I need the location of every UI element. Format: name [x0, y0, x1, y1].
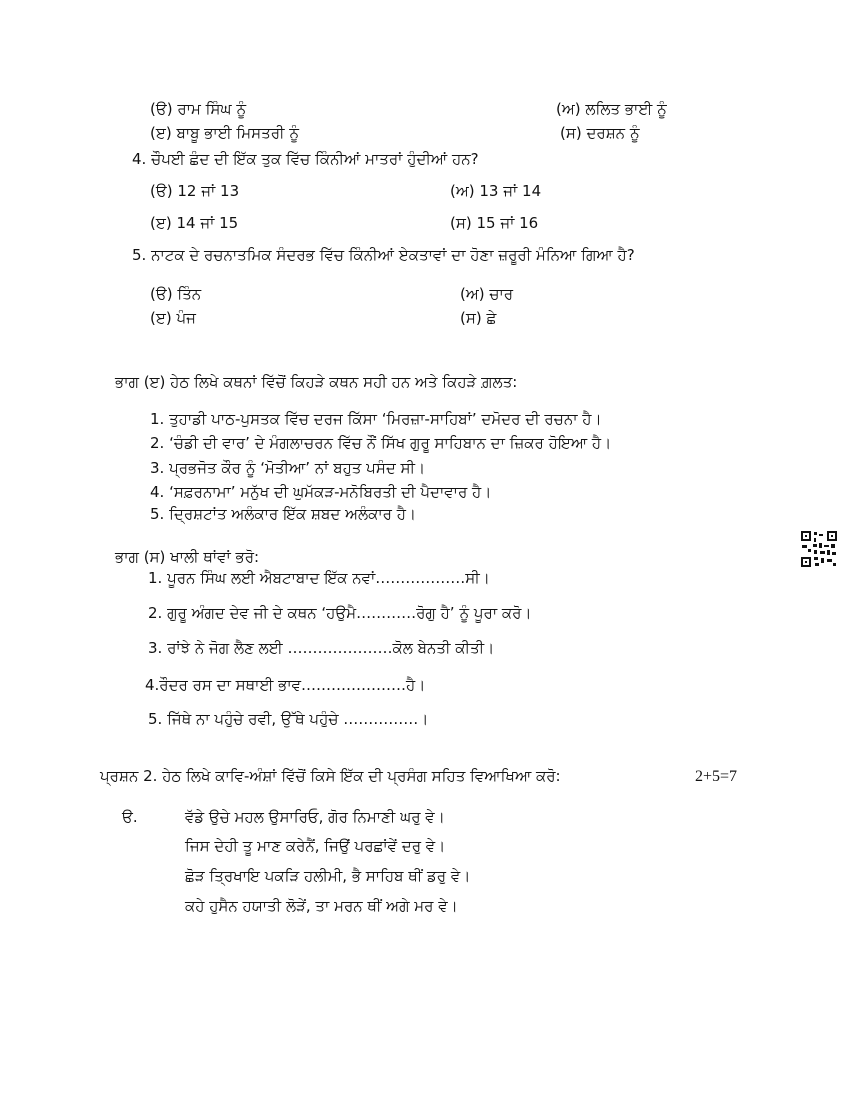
poem-line: ਜਿਸ ਦੇਹੀ ਤੂ ਮਾਣ ਕਰੇਨੈਂ, ਜਿਉਂ ਪਰਛਾਂਵੇਂ ਦਰੁ ਵੇ। — [185, 837, 446, 855]
poem-label: ੳ. — [122, 808, 138, 826]
section-heading: ਭਾਗ (ੲ) ਹੇਠ ਲਿਖੇ ਕਥਨਾਂ ਵਿੱਚੋਂ ਕਿਹੜੇ ਕਥਨ ਸਹੀ ਹਨ ਅਤੇ ਕਿਹੜੇ ਗ਼ਲਤ: — [115, 373, 518, 391]
list-item: 4. ‘ਸਫ਼ਰਨਾਮਾ’ ਮਨੁੱਖ ਦੀ ਘੁਮੱਕੜ-ਮਨੋਬਿਰਤੀ ਦੀ ਪੈਦਾਵਾਰ ਹੈ। — [150, 483, 492, 501]
option-d: (ਸ) ਦਰਸ਼ਨ ਨੂੰ — [560, 124, 640, 142]
option-a: (ੳ) ਰਾਮ ਸਿੰਘ ਨੂੰ — [150, 100, 247, 118]
option-c: (ੲ) ਬਾਬੂ ਭਾਈ ਮਿਸਤਰੀ ਨੂੰ — [150, 124, 300, 142]
option-d: (ਸ) ਛੇ — [460, 309, 497, 327]
option-b: (ਅ) 13 ਜਾਂ 14 — [450, 182, 542, 200]
list-item: 2. ਗੁਰੂ ਅੰਗਦ ਦੇਵ ਜੀ ਦੇ ਕਥਨ ‘ਹਉਮੈ…………ਰੋਗੁ ਹੈ’ ਨੂੰ ਪੂਰਾ ਕਰੋ। — [148, 604, 532, 622]
poem-line: ਛੋੜ ਤ੍ਰਿਖਾਇ ਪਕੜਿ ਹਲੀਮੀ, ਭੈ ਸਾਹਿਬ ਥੀਂ ਡਰੁ ਵੇ। — [185, 867, 471, 885]
list-item: 2. ‘ਚੰਡੀ ਦੀ ਵਾਰ’ ਦੇ ਮੰਗਲਾਚਰਨ ਵਿੱਚ ਨੌਂ ਸਿੱਖ ਗੁਰੂ ਸਾਹਿਬਾਨ ਦਾ ਜ਼ਿਕਰ ਹੋਇਆ ਹੈ। — [150, 434, 612, 452]
list-item: 5. ਜਿੱਥੇ ਨਾ ਪਹੁੰਚੇ ਰਵੀ, ਉੱਥੇ ਪਹੁੰਚੇ ……………। — [148, 710, 429, 728]
option-b: (ਅ) ਲਲਿਤ ਭਾਈ ਨੂੰ — [556, 100, 667, 118]
question-text: 4. ਚੌਪਈ ਛੰਦ ਦੀ ਇੱਕ ਤੁਕ ਵਿੱਚ ਕਿੰਨੀਆਂ ਮਾਤਰਾਂ ਹੁੰਦੀਆਂ ਹਨ? — [132, 150, 479, 168]
qr-code-icon — [800, 530, 838, 568]
option-c: (ੲ) ਪੰਜ — [150, 309, 196, 327]
poem-line: ਕਹੇ ਹੁਸੈਨ ਹਯਾਤੀ ਲੋੜੇਂ, ਤਾ ਮਰਨ ਥੀਂ ਅਗੇ ਮਰ ਵੇ। — [185, 897, 458, 915]
option-a: (ੳ) 12 ਜਾਂ 13 — [150, 182, 240, 200]
option-b: (ਅ) ਚਾਰ — [460, 285, 514, 303]
question-text: 5. ਨਾਟਕ ਦੇ ਰਚਨਾਤਮਿਕ ਸੰਦਰਭ ਵਿੱਚ ਕਿੰਨੀਆਂ ਏਕਤਾਵਾਂ ਦਾ ਹੋਣਾ ਜ਼ਰੂਰੀ ਮੰਨਿਆ ਗਿਆ ਹੈ? — [132, 246, 635, 264]
list-item: 1. ਤੁਹਾਡੀ ਪਾਠ-ਪੁਸਤਕ ਵਿੱਚ ਦਰਜ ਕਿੱਸਾ ‘ਮਿਰਜ਼ਾ-ਸਾਹਿਬਾਂ’ ਦਮੋਦਰ ਦੀ ਰਚਨਾ ਹੈ। — [150, 410, 602, 428]
question-text: ਪ੍ਰਸ਼ਨ 2. ਹੇਠ ਲਿਖੇ ਕਾਵਿ-ਅੰਸ਼ਾਂ ਵਿੱਚੋਂ ਕਿਸੇ ਇੱਕ ਦੀ ਪ੍ਰਸੰਗ ਸਹਿਤ ਵਿਆਖਿਆ ਕਰੋ: — [100, 767, 561, 785]
list-item: 5. ਦ੍ਰਿਸ਼ਟਾਂਤ ਅਲੰਕਾਰ ਇੱਕ ਸ਼ਬਦ ਅਲੰਕਾਰ ਹੈ। — [150, 505, 417, 523]
poem-line: ਵੱਡੇ ਉਚੇ ਮਹਲ ਉਸਾਰਿਓ, ਗੋਰ ਨਿਮਾਣੀ ਘਰੁ ਵੇ। — [185, 808, 445, 826]
list-item: 4.ਰੌਦਰ ਰਸ ਦਾ ਸਥਾਈ ਭਾਵ…………………ਹੈ। — [145, 676, 426, 694]
option-c: (ੲ) 14 ਜਾਂ 15 — [150, 214, 239, 232]
list-item: 1. ਪੂਰਨ ਸਿੰਘ ਲਈ ਐਬਟਾਬਾਦ ਇੱਕ ਨਵਾਂ………………ਸੀ। — [148, 569, 490, 587]
list-item: 3. ਰਾਂਝੇ ਨੇ ਜੋਗ ਲੈਣ ਲਈ …………………ਕੋਲ ਬੇਨਤੀ ਕੀਤੀ। — [148, 639, 495, 657]
option-a: (ੳ) ਤਿੰਨ — [150, 285, 202, 303]
option-d: (ਸ) 15 ਜਾਂ 16 — [450, 214, 539, 232]
marks: 2+5=7 — [695, 768, 738, 785]
list-item: 3. ਪ੍ਰਭਜੋਤ ਕੌਰ ਨੂੰ ‘ਮੋਤੀਆ’ ਨਾਂ ਬਹੁਤ ਪਸੰਦ ਸੀ। — [150, 459, 426, 477]
section-heading: ਭਾਗ (ਸ) ਖਾਲੀ ਥਾਂਵਾਂ ਭਰੋ: — [115, 548, 260, 566]
